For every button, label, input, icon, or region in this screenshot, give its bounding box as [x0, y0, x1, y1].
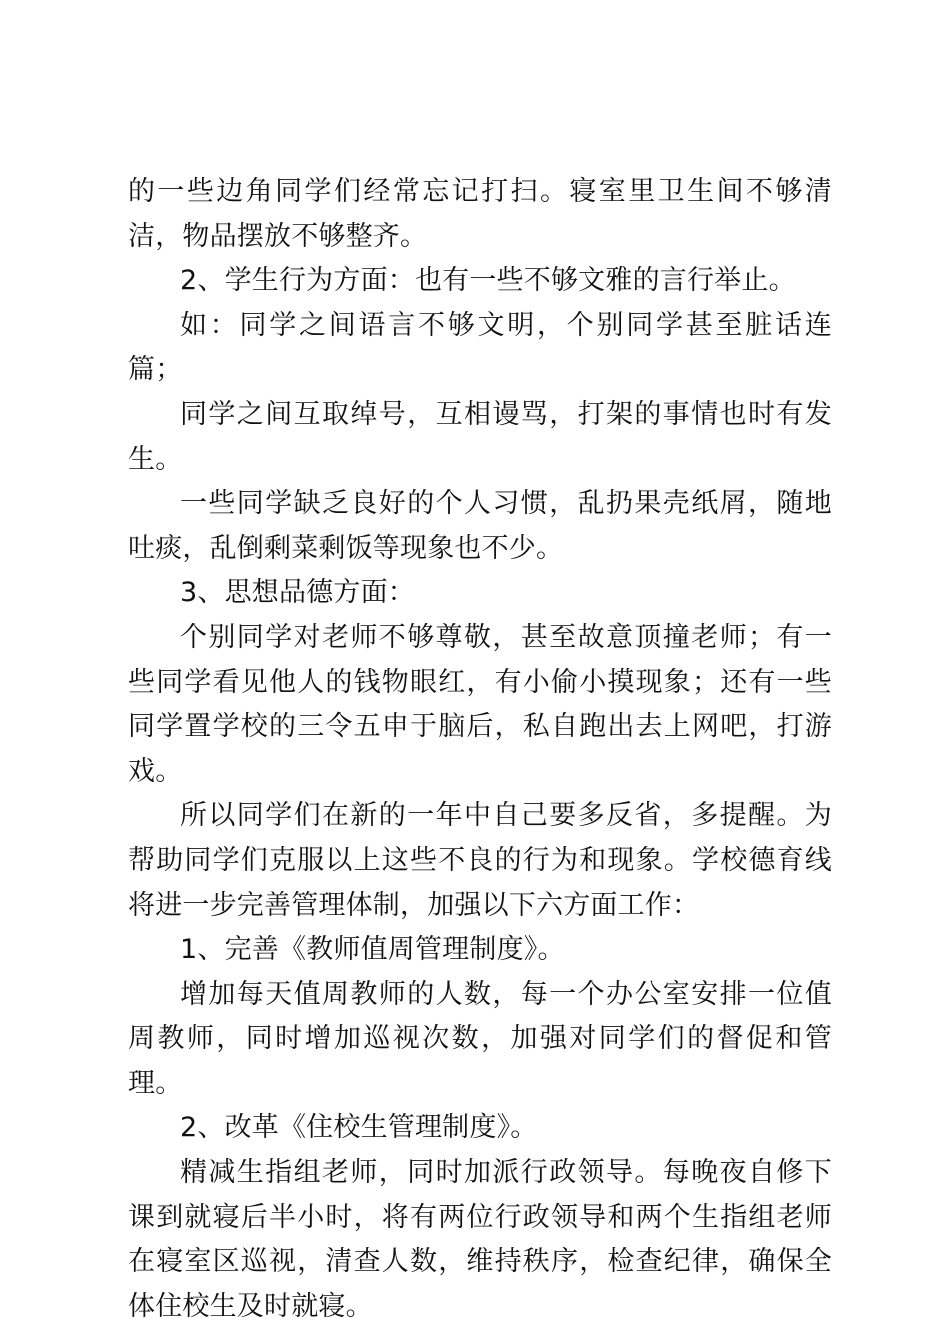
paragraph-behavior-heading: 2、学生行为方面：也有一些不够文雅的言行举止。 [180, 265, 796, 297]
document-body [128, 170, 832, 1329]
paragraph: 所以同学们在新的一年中自己要多反省，多提醒。为帮助同学们克服以上这些不良的行为和现象。学校德育线将进一步完善管理体制，加强以下六方面工作： [128, 800, 832, 921]
paragraph: 精减生指组老师，同时加派行政领导。每晚夜自修下课到就寝后半小时，将有两位行政领导和两个生指组老师在寝室区巡视，清查人数，维持秩序，检查纪律，确保全体住校生及时就寝。 [128, 1157, 832, 1322]
paragraph-item-heading: 1、完善《教师值周管理制度》。 [180, 934, 565, 966]
paragraph: 增加每天值周教师的人数，每一个办公室安排一位值周教师，同时增加巡视次数，加强对同学们的督促和管理。 [128, 978, 832, 1099]
paragraph: 个别同学对老师不够尊敬，甚至故意顶撞老师；有一些同学看见他人的钱物眼红，有小偷小摸现象；还有一些同学置学校的三令五申于脑后，私自跑出去上网吧，打游戏。 [128, 621, 832, 787]
paragraph-item-heading: 2、改革《住校生管理制度》。 [180, 1112, 538, 1144]
paragraph-morality-heading: 3、思想品德方面： [180, 577, 415, 609]
paragraph-continuation: 的一些边角同学们经常忘记打扫。寝室里卫生间不够清洁，物品摆放不够整齐。 [128, 176, 832, 252]
paragraph: 同学之间互取绰号，互相谩骂，打架的事情也时有发生。 [128, 398, 832, 475]
paragraph: 一些同学缺乏良好的个人习惯，乱扔果壳纸屑，随地吐痰，乱倒剩菜剩饭等现象也不少。 [128, 488, 832, 564]
paragraph: 如：同学之间语言不够文明，个别同学甚至脏话连篇； [128, 309, 832, 386]
